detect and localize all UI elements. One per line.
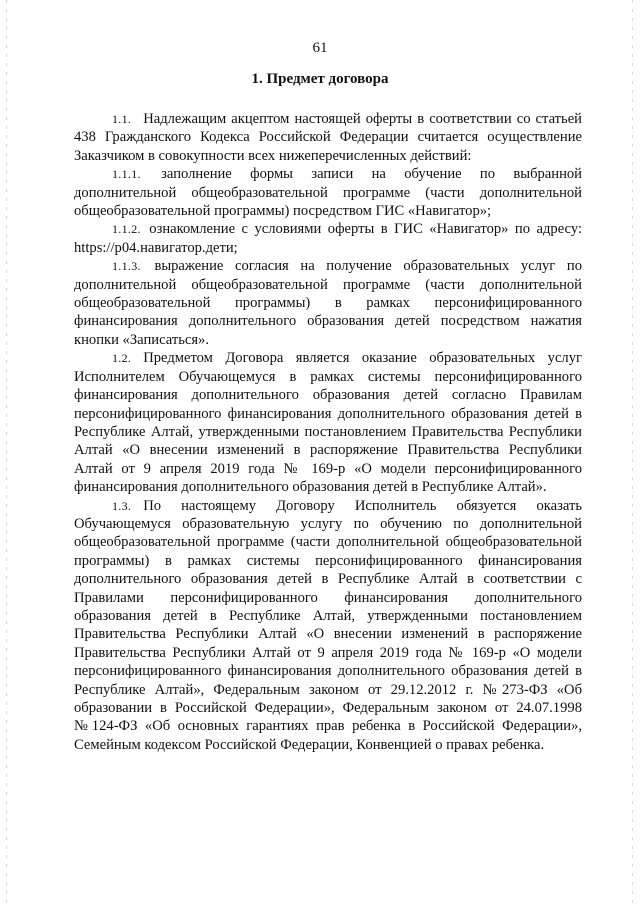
- clause-text: выражение согласия на получение образовательных услуг по дополнительной общеобразовательной программе (части дополнительной общеобразовательной программы) в рамках персонифицированного финансирования дополнительного образования детей посредством нажатия кнопки «Записаться».: [74, 258, 582, 348]
- clause-number: 1.1.: [112, 112, 132, 126]
- scan-edge-left: [6, 0, 7, 905]
- clause-1-1: [74, 110, 582, 165]
- clause-text: Надлежащим акцептом настоящей оферты в соответствии со статьей 438 Гражданского Кодекса Российской Федерации считается осуществление Заказчиком в совокупности всех нижеперечисленных действий:: [74, 111, 582, 164]
- clause-1-1-2: [74, 220, 582, 257]
- page-number: 61: [312, 40, 328, 56]
- clause-text: заполнение формы записи на обучение по выбранной дополнительной общеобразовательной программе (части дополнительной общеобразовательной программы) посредством ГИС «Навигатор»;: [74, 166, 582, 220]
- section-title: 1. Предмет договора: [251, 71, 389, 87]
- clause-number: 1.2.: [112, 351, 132, 366]
- clause-number: 1.1.1.: [112, 167, 141, 182]
- clause-1-3: [74, 497, 582, 755]
- clause-text: Предметом Договора является оказание образовательных услуг Исполнителем Обучающемуся в рамках системы персонифицированного финансирования дополнительного образования детей согласно Правилам персонифицированного финансирования дополнительного образования детей в Республике Алтай, утвержденными постановлением Правительства Республики Алтай «О внесении изменений в распоряжение Правительства Республики Алтай от 9 апреля 2019 года № 169-р «О модели персонифицированного финансирования дополнительного образования детей в Республике Алтай».: [74, 350, 582, 496]
- clause-number: 1.1.3.: [112, 259, 141, 274]
- clause-1-1-1: [74, 165, 582, 220]
- clause-text: ознакомление с условиями оферты в ГИС «Навигатор» по адресу: https://p04.навигатор.дети;: [74, 221, 582, 256]
- clause-number: 1.3.: [112, 498, 132, 513]
- scan-edge-right: [632, 0, 633, 905]
- clause-number: 1.1.2.: [112, 222, 141, 237]
- clause-text: По настоящему Договору Исполнитель обязуется оказать Обучающемуся образовательную услугу по обучению по дополнительной общеобразовательной программе (части дополнительной общеобразовательной программы) в рамках системы персонифицированного финансирования дополнительного образования детей в Республике Алтай в соответствии с Правилами персонифицированного финансирования дополнительного образования детей в Республике Алтай, утвержденными постановлением Правительства Республики Алтай «О внесении изменений в распоряжение Правительства Республики Алтай от 9 апреля 2019 года № 169-р «О модели персонифицированного финансирования дополнительного образования детей в Республике Алтай», Федеральным законом от 29.12.2012 г. №273-ФЗ «Об образовании в Российской Федерации», Федеральным законом от 24.07.1998 №124-ФЗ «Об основных гарантиях прав ребенка в Российской Федерации», Семейным кодексом Российской Федерации, Конвенцией о правах ребенка.: [74, 497, 582, 753]
- document-body: [74, 110, 582, 754]
- clause-1-1-3: [74, 257, 582, 349]
- clause-1-2: [74, 349, 582, 496]
